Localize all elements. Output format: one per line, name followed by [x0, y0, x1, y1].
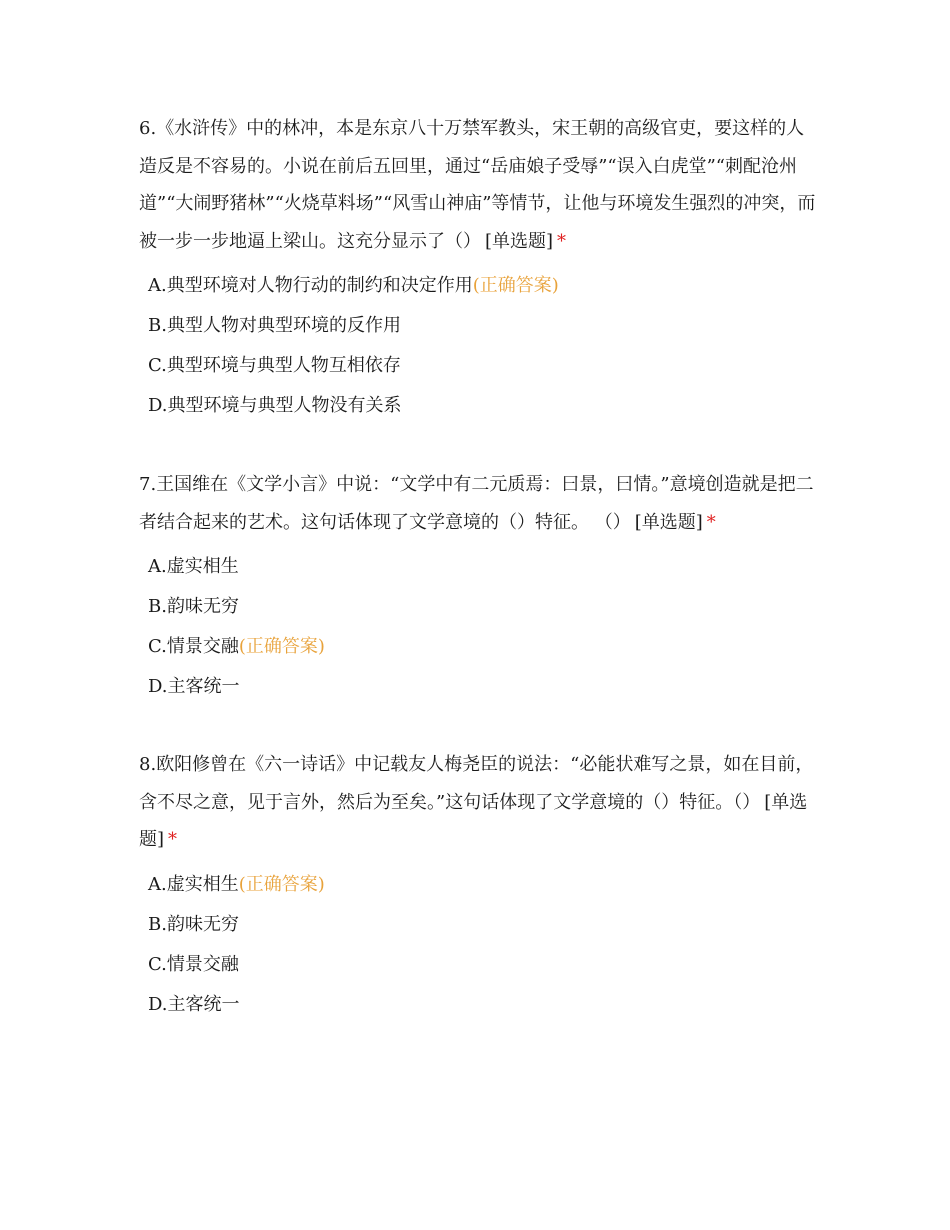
required-mark: * [168, 829, 178, 850]
required-mark: * [557, 230, 567, 252]
correct-answer-note: (正确答案) [472, 275, 559, 296]
option-label: B.韵味无穷 [148, 913, 239, 935]
option-label: B.典型人物对典型环境的反作用 [148, 315, 401, 336]
option-c[interactable] [139, 945, 819, 985]
option-label: D.主客统一 [148, 993, 240, 1015]
option-label: C.情景交融 [148, 953, 239, 975]
question-6 [139, 110, 819, 426]
question-number: 6. [139, 118, 157, 139]
question-number: 8. [139, 754, 157, 775]
question-8 [139, 746, 819, 1025]
question-text [139, 110, 819, 260]
question-type-tag: [单选题] [634, 511, 703, 533]
correct-answer-note: (正确答案) [238, 636, 325, 657]
options-list [139, 865, 819, 1025]
option-label: D.主客统一 [148, 676, 240, 697]
option-b[interactable] [139, 587, 819, 627]
option-label: B.韵味无穷 [148, 596, 239, 617]
question-type-tag: [单选题] [139, 791, 808, 850]
option-b[interactable] [139, 905, 819, 945]
option-label: A.虚实相生 [148, 873, 239, 895]
correct-answer-note: (正确答案) [238, 873, 325, 895]
option-b[interactable] [139, 306, 819, 346]
question-type-tag: [单选题] [485, 230, 554, 252]
question-text [139, 746, 819, 859]
question-body: 《水浒传》中的林冲，本是东京八十万禁军教头，宋王朝的高级官吏，要这样的人造反是不容易的。小说在前后五回里，通过“岳庙娘子受辱”“误入白虎堂”“刺配沧州道”“大闹野猪林”“火烧草料场”“风雪山神庙”等情节，让他与环境发生强烈的冲突，而被一步一步地逼上梁山。这充分显示了（） [139, 118, 816, 252]
option-label: D.典型环境与典型人物没有关系 [148, 395, 402, 416]
option-d[interactable] [139, 667, 819, 707]
option-label: A.虚实相生 [148, 556, 239, 577]
option-a[interactable] [139, 865, 819, 905]
option-c[interactable] [139, 346, 819, 386]
options-list [139, 547, 819, 707]
options-list [139, 266, 819, 426]
question-7 [139, 466, 819, 707]
option-c[interactable] [139, 627, 819, 667]
option-a[interactable] [139, 547, 819, 587]
required-mark: * [706, 511, 716, 533]
option-a[interactable] [139, 266, 819, 306]
option-label: C.情景交融 [148, 636, 239, 657]
question-body: 王国维在《文学小言》中说：“文学中有二元质焉：曰景，曰情。”意境创造就是把二者结合起来的艺术。这句话体现了文学意境的（）特征。 （） [139, 474, 814, 533]
option-d[interactable] [139, 386, 819, 426]
option-label: A.典型环境对人物行动的制约和决定作用 [148, 275, 473, 296]
question-body: 欧阳修曾在《六一诗话》中记载友人梅尧臣的说法：“必能状难写之景，如在目前，含不尽之意，见于言外，然后为至矣。”这句话体现了文学意境的（）特征。（） [139, 754, 814, 813]
question-text [139, 466, 819, 541]
option-label: C.典型环境与典型人物互相依存 [148, 355, 401, 376]
option-d[interactable] [139, 985, 819, 1025]
question-number: 7. [139, 474, 157, 495]
